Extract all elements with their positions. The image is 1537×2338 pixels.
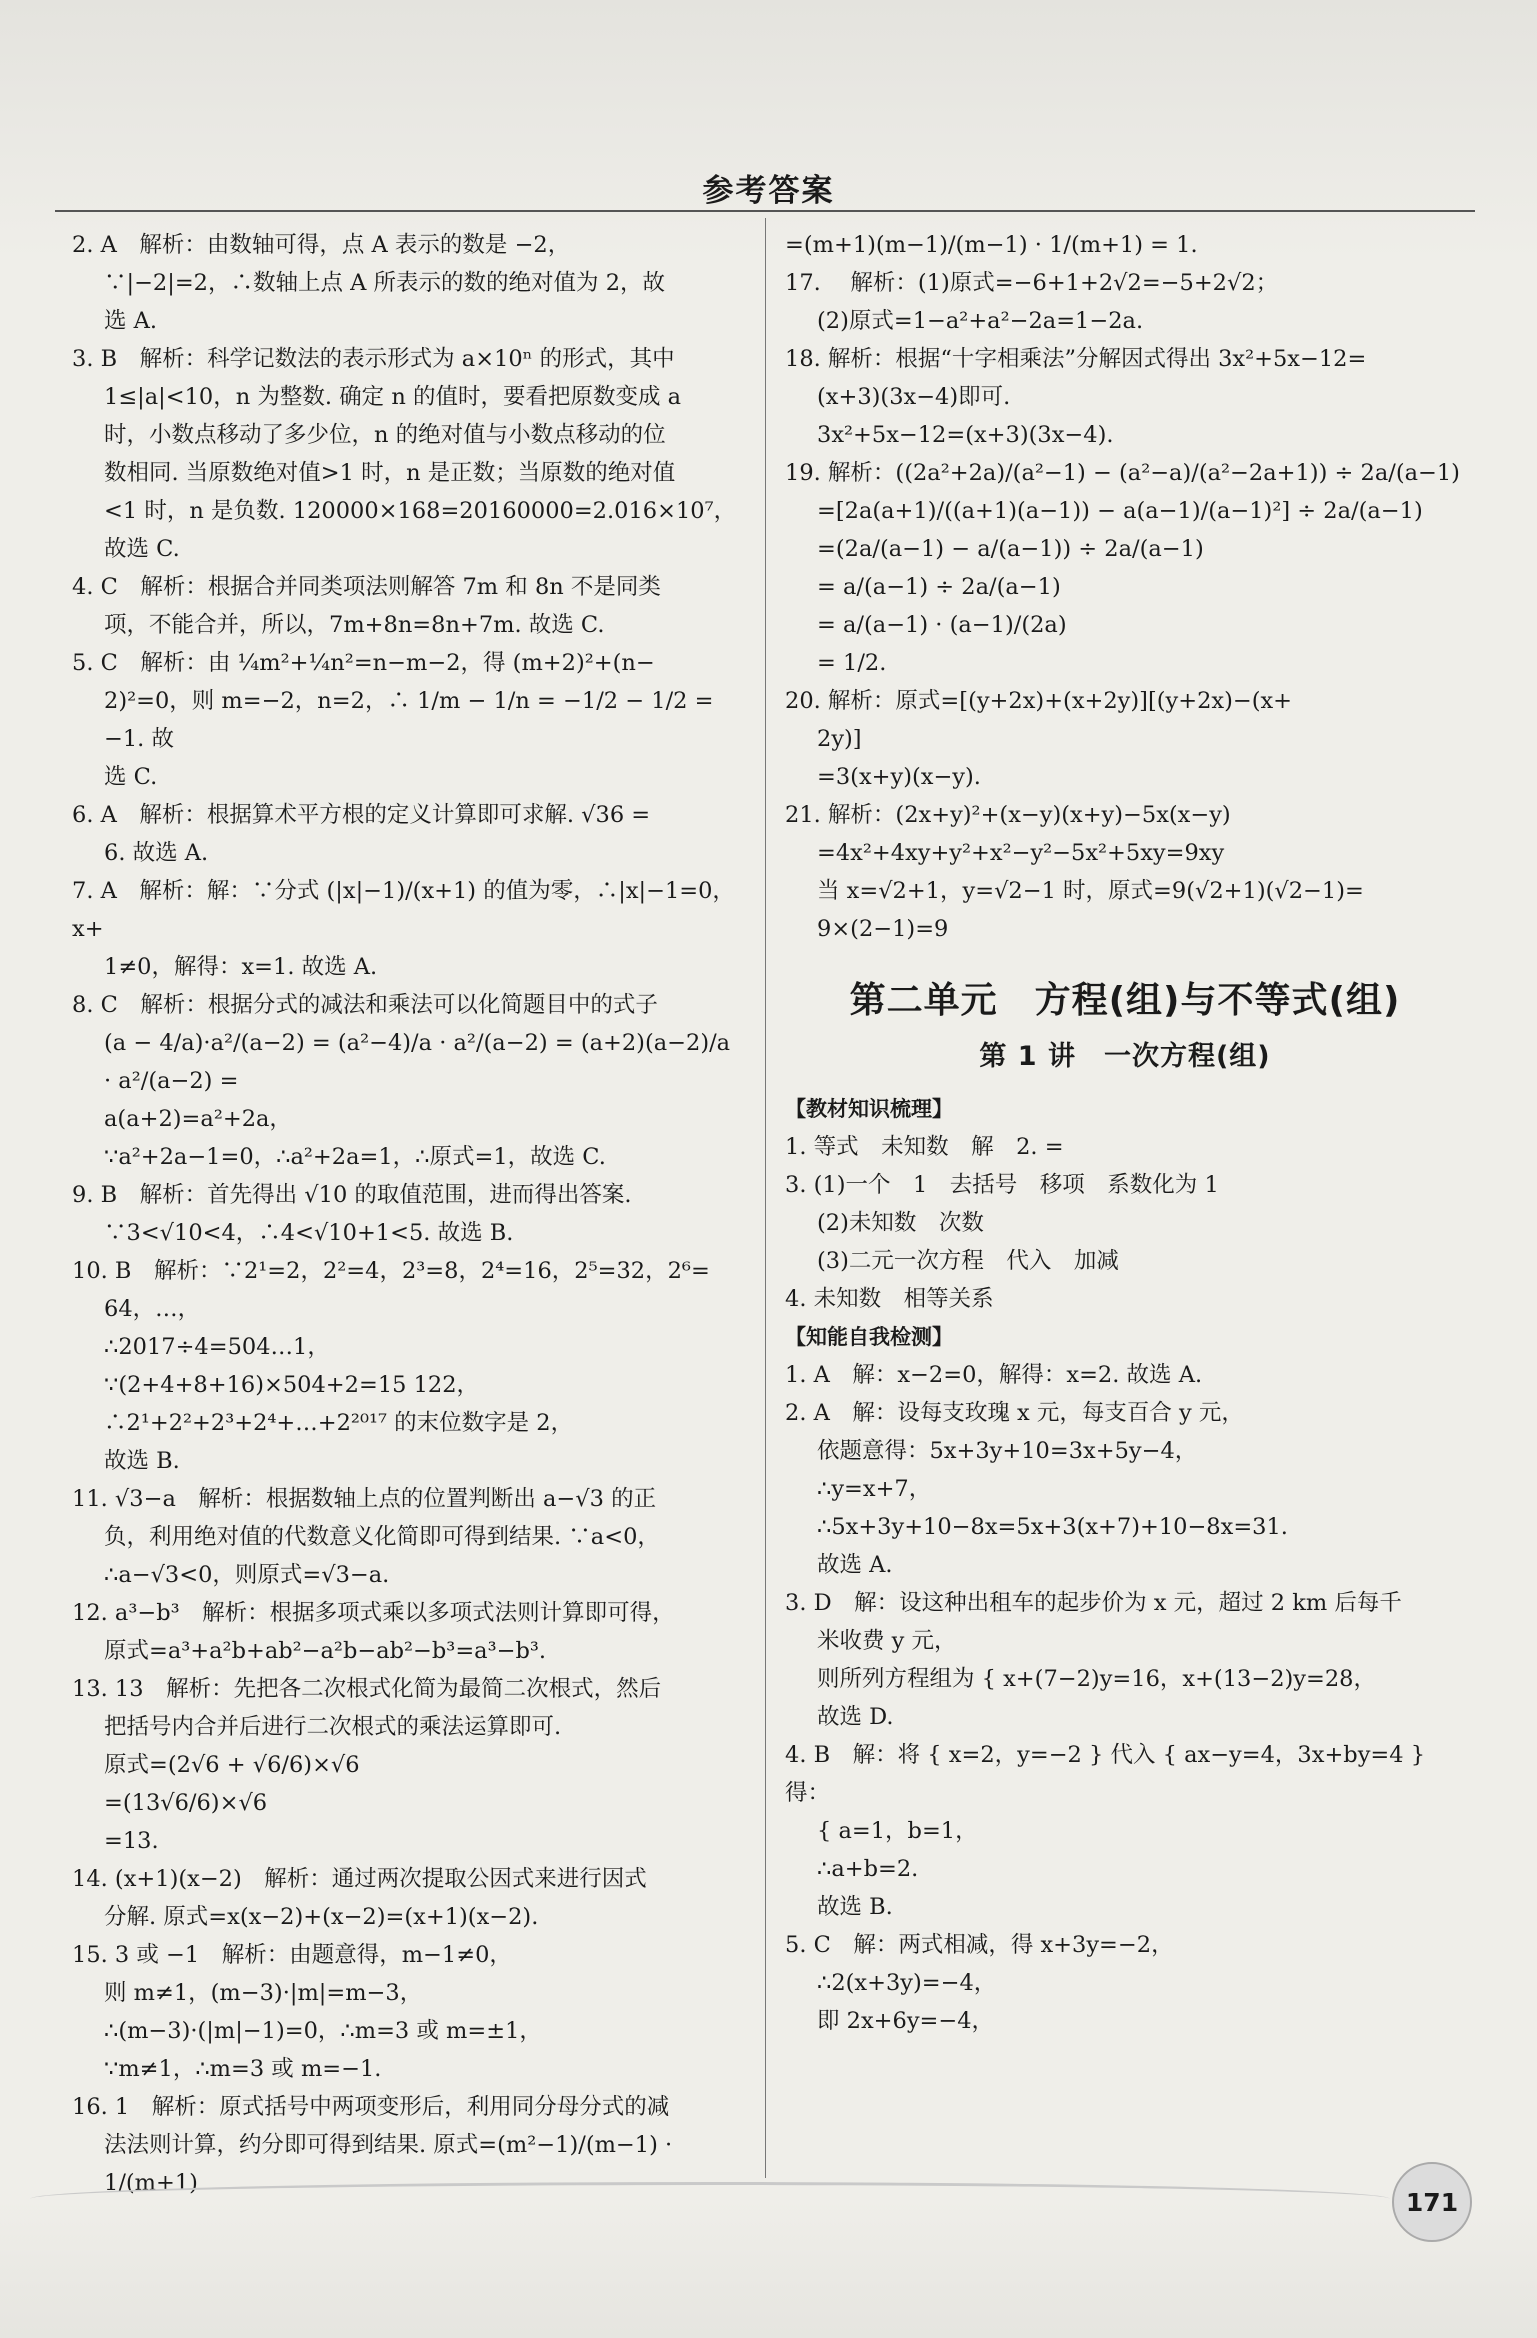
- answer-line: 1≤|a|<10，n 为整数. 确定 n 的值时，要看把原数变成 a: [104, 384, 682, 410]
- answer-item: [72, 1176, 742, 1252]
- answer-line: 4. 未知数 相等关系: [785, 1286, 994, 1312]
- answer-line: 20. 解析：原式=[(y+2x)+(x+2y)][(y+2x)−(x+: [785, 688, 1293, 714]
- answer-line: =(13√6/6)×√6: [104, 1790, 268, 1816]
- answer-line: ∴y=x+7，: [817, 1476, 932, 1502]
- unit-title: 第二单元 方程(组)与不等式(组): [849, 980, 1401, 1021]
- answer-line: 米收费 y 元，: [817, 1628, 957, 1654]
- answer-line: 故选 B.: [104, 1448, 180, 1474]
- answer-line: (3)二元一次方程 代入 加减: [817, 1248, 1119, 1274]
- right-column-lecture-answers: [785, 1090, 1465, 2040]
- answer-line: (2)原式=1−a²+a²−2a=1−2a.: [817, 308, 1144, 334]
- answer-item: [785, 1926, 1465, 2040]
- header-rule: [55, 210, 1475, 212]
- answer-line: 18. 解析：根据“十字相乘法”分解因式得出 3x²+5x−12=: [785, 346, 1367, 372]
- answer-line: 4. B 解：将 { x=2，y=−2 } 代入 { ax−y=4，3x+by=4 } 得：: [785, 1742, 1433, 1806]
- answer-item: [785, 264, 1465, 340]
- answer-item: [785, 1394, 1465, 1584]
- answer-line: =(2a/(a−1) − a/(a−1)) ÷ 2a/(a−1): [817, 536, 1204, 562]
- answer-item: [72, 644, 742, 796]
- answer-line: 负，利用绝对值的代数意义化简即可得到结果. ∵a<0，: [104, 1524, 660, 1550]
- answer-line: 原式=a³+a²b+ab²−a²b−ab²−b³=a³−b³.: [104, 1638, 547, 1664]
- column-divider: [765, 218, 766, 2178]
- answer-line: 项，不能合并，所以，7m+8n=8n+7m. 故选 C.: [104, 612, 605, 638]
- answer-item: [72, 568, 742, 644]
- answer-line: =(m+1)(m−1)/(m−1) · 1/(m+1) = 1.: [785, 232, 1198, 258]
- answer-line: ∴5x+3y+10−8x=5x+3(x+7)+10−8x=31.: [817, 1514, 1288, 1540]
- answer-item: [72, 226, 742, 340]
- answer-line: (x+3)(3x−4)即可.: [817, 384, 1011, 410]
- answer-line: 2. A 解：设每支玫瑰 x 元，每支百合 y 元，: [785, 1400, 1244, 1426]
- answer-item: [785, 1584, 1465, 1736]
- answer-line: 3. (1)一个 1 去括号 移项 系数化为 1: [785, 1172, 1219, 1198]
- answer-item: [72, 1936, 742, 2088]
- answer-line: 当 x=√2+1，y=√2−1 时，原式=9(√2+1)(√2−1)=: [817, 878, 1364, 904]
- answer-line: a(a+2)=a²+2a，: [104, 1106, 292, 1132]
- answer-line: 15. 3 或 −1 解析：由题意得，m−1≠0，: [72, 1942, 512, 1968]
- answer-line: 法法则计算，约分即可得到结果. 原式=(m²−1)/(m−1) · 1/(m+1): [104, 2132, 680, 2196]
- answer-line: =4x²+4xy+y²+x²−y²−5x²+5xy=9xy: [817, 840, 1225, 866]
- answer-line: 1. 等式 未知数 解 2. =: [785, 1134, 1064, 1160]
- answer-line: 依题意得：5x+3y+10=3x+5y−4，: [817, 1438, 1198, 1464]
- answer-line: 故选 C.: [104, 536, 180, 562]
- answer-line: = 1/2.: [817, 650, 887, 676]
- answer-line: 故选 B.: [817, 1894, 893, 1920]
- answer-line: 11. √3−a 解析：根据数轴上点的位置判断出 a−√3 的正: [72, 1486, 657, 1512]
- answer-item: [72, 1594, 742, 1670]
- answer-line: 9×(2−1)=9: [817, 916, 949, 942]
- answer-line: ∵a²+2a−1=0，∴a²+2a=1，∴原式=1，故选 C.: [104, 1144, 606, 1170]
- page-number: 171: [1392, 2162, 1472, 2242]
- answer-line: 12. a³−b³ 解析：根据多项式乘以多项式法则计算即可得，: [72, 1600, 675, 1626]
- answer-item: [785, 796, 1465, 948]
- answer-line: 数相同. 当原数绝对值>1 时，n 是正数；当原数的绝对值: [104, 460, 676, 486]
- left-column: [72, 226, 742, 2202]
- answer-item: [785, 1128, 1465, 1166]
- answer-line: 1. A 解：x−2=0，解得：x=2. 故选 A.: [785, 1362, 1203, 1388]
- answer-line: ∴2017÷4=504…1，: [104, 1334, 330, 1360]
- answer-line: 16. 1 解析：原式括号中两项变形后，利用同分母分式的减: [72, 2094, 670, 2120]
- answer-item: [72, 340, 742, 568]
- answer-line: 【知能自我检测】: [785, 1325, 953, 1349]
- answer-line: 分解. 原式=x(x−2)+(x−2)=(x+1)(x−2).: [104, 1904, 539, 1930]
- answer-line: 把括号内合并后进行二次根式的乘法运算即可.: [104, 1714, 562, 1740]
- answer-line: 8. C 解析：根据分式的减法和乘法可以化简题目中的式子: [72, 992, 658, 1018]
- answer-item: [72, 872, 742, 986]
- right-column: [785, 226, 1465, 2040]
- answer-line: 5. C 解：两式相减，得 x+3y=−2，: [785, 1932, 1174, 1958]
- answer-line: 19. 解析：((2a²+2a)/(a²−1) − (a²−a)/(a²−2a+1)) ÷ 2a/(a−1): [785, 460, 1460, 486]
- answer-line: 【教材知识梳理】: [785, 1097, 953, 1121]
- answer-item: [785, 682, 1465, 796]
- answer-line: =13.: [104, 1828, 159, 1854]
- answer-line: 1≠0，解得：x=1. 故选 A.: [104, 954, 378, 980]
- answer-line: 3. D 解：设这种出租车的起步价为 x 元，超过 2 km 后每千: [785, 1590, 1402, 1616]
- answer-line: 13. 13 解析：先把各二次根式化简为最简二次根式，然后: [72, 1676, 662, 1702]
- answer-line: ∵(2+4+8+16)×504+2=15 122，: [104, 1372, 480, 1398]
- answer-item: [72, 1480, 742, 1594]
- answer-line: 故选 A.: [817, 1552, 893, 1578]
- answer-line: =3(x+y)(x−y).: [817, 764, 981, 790]
- answer-item: [72, 796, 742, 872]
- answer-line: = a/(a−1) · (a−1)/(2a): [817, 612, 1067, 638]
- answer-line: 3. B 解析：科学记数法的表示形式为 a×10ⁿ 的形式，其中: [72, 346, 675, 372]
- answer-item: [785, 454, 1465, 682]
- answer-item: [785, 340, 1465, 454]
- answer-line: 9. B 解析：首先得出 √10 的取值范围，进而得出答案.: [72, 1182, 632, 1208]
- answer-line: =[2a(a+1)/((a+1)(a−1)) − a(a−1)/(a−1)²] ÷ 2a/(a−1): [817, 498, 1423, 524]
- answer-line: ∴a+b=2.: [817, 1856, 919, 1882]
- answer-line: ∴a−√3<0，则原式=√3−a.: [104, 1562, 390, 1588]
- answer-line: 5. C 解析：由 ¼m²+¼n²=n−m−2，得 (m+2)²+(n−: [72, 650, 655, 676]
- answer-line: 故选 D.: [817, 1704, 894, 1730]
- answer-item: [785, 1736, 1465, 1926]
- answer-item: [785, 1166, 1465, 1280]
- answer-item: [785, 226, 1465, 264]
- answer-line: 时，小数点移动了多少位，n 的绝对值与小数点移动的位: [104, 422, 666, 448]
- answer-line: 17. 解析：(1)原式=−6+1+2√2=−5+2√2；: [785, 270, 1279, 296]
- page-header-title: 参考答案: [702, 173, 835, 209]
- answer-line: 即 2x+6y=−4，: [817, 2008, 995, 2034]
- answer-line: 2)²=0，则 m=−2，n=2，∴ 1/m − 1/n = −1/2 − 1/2 = −1. 故: [104, 688, 721, 752]
- answer-item: [72, 1252, 742, 1480]
- answer-line: { a=1，b=1，: [817, 1818, 978, 1844]
- answer-line: = a/(a−1) ÷ 2a/(a−1): [817, 574, 1061, 600]
- answer-line: (a − 4/a)·a²/(a−2) = (a²−4)/a · a²/(a−2) = (a+2)(a−2)/a · a²/(a−2) =: [104, 1030, 738, 1094]
- answer-item: [72, 1670, 742, 1860]
- answer-line: 则 m≠1，(m−3)·|m|=m−3，: [104, 1980, 423, 2006]
- answer-item: [72, 1860, 742, 1936]
- answer-line: <1 时，n 是负数. 120000×168=20160000=2.016×10⁷，: [104, 498, 737, 524]
- answer-line: 64，…，: [104, 1296, 201, 1322]
- answer-line: (2)未知数 次数: [817, 1210, 984, 1236]
- section-heading: [785, 1318, 1465, 1356]
- answer-line: ∵m≠1，∴m=3 或 m=−1.: [104, 2056, 382, 2082]
- answer-line: 21. 解析：(2x+y)²+(x−y)(x+y)−5x(x−y): [785, 802, 1231, 828]
- answer-line: 6. A 解析：根据算术平方根的定义计算即可求解. √36 =: [72, 802, 651, 828]
- answer-item: [785, 1356, 1465, 1394]
- answer-line: ∵3<√10<4，∴4<√10+1<5. 故选 B.: [104, 1220, 514, 1246]
- answer-line: ∵|−2|=2，∴数轴上点 A 所表示的数的绝对值为 2，故: [104, 270, 666, 296]
- answer-line: ∴(m−3)·(|m|−1)=0，∴m=3 或 m=±1，: [104, 2018, 542, 2044]
- answer-line: 选 C.: [104, 764, 158, 790]
- answer-line: 2. A 解析：由数轴可得，点 A 表示的数是 −2，: [72, 232, 571, 258]
- answer-line: 6. 故选 A.: [104, 840, 209, 866]
- answer-line: 选 A.: [104, 308, 158, 334]
- lecture-title: 第 1 讲 一次方程(组): [979, 1041, 1271, 1072]
- section-heading: [785, 1090, 1465, 1128]
- answer-line: 10. B 解析：∵2¹=2，2²=4，2³=8，2⁴=16，2⁵=32，2⁶=: [72, 1258, 710, 1284]
- right-column-answers: [785, 226, 1465, 948]
- answer-line: ∴2¹+2²+2³+2⁴+…+2²⁰¹⁷ 的末位数字是 2，: [104, 1410, 574, 1436]
- answer-line: 原式=(2√6 + √6/6)×√6: [104, 1752, 360, 1778]
- answer-item: [72, 986, 742, 1176]
- answer-line: 4. C 解析：根据合并同类项法则解答 7m 和 8n 不是同类: [72, 574, 661, 600]
- answer-item: [785, 1280, 1465, 1318]
- answer-line: 则所列方程组为 { x+(7−2)y=16，x+(13−2)y=28，: [817, 1666, 1376, 1692]
- answer-line: 3x²+5x−12=(x+3)(3x−4).: [817, 422, 1114, 448]
- answer-line: ∴2(x+3y)=−4，: [817, 1970, 997, 1996]
- answer-line: 14. (x+1)(x−2) 解析：通过两次提取公因式来进行因式: [72, 1866, 647, 1892]
- answer-line: 7. A 解析：解：∵分式 (|x|−1)/(x+1) 的值为零，∴|x|−1=0，x+: [72, 878, 735, 942]
- answer-line: 2y)]: [817, 726, 862, 752]
